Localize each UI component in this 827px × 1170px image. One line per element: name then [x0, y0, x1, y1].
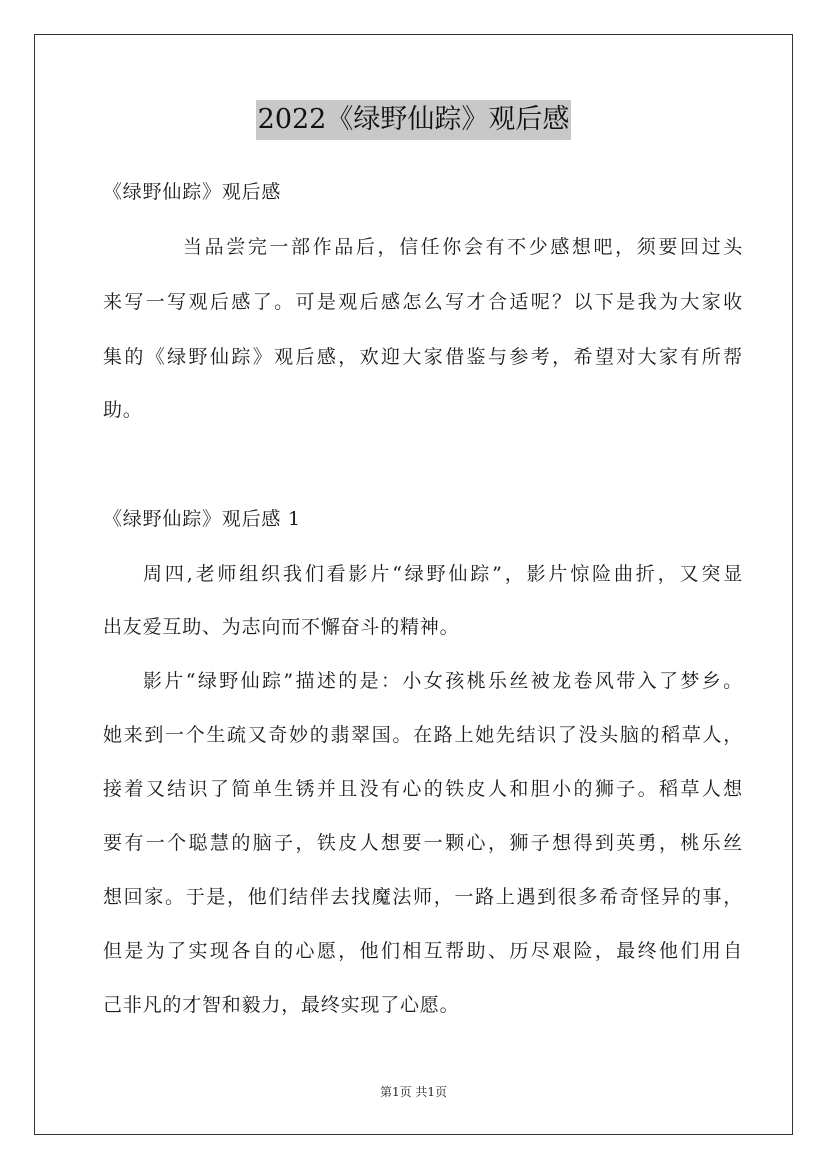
body-line[interactable]: 她来到一个生疏又奇妙的翡翠国。在路上她先结识了没头脑的稻草人， [103, 724, 743, 746]
intro-line[interactable]: 集的《绿野仙踪》观后感，欢迎大家借鉴与参考，希望对大家有所帮 [103, 346, 743, 368]
body-line[interactable]: 接着又结识了简单生锈并且没有心的铁皮人和胆小的狮子。稻草人想 [103, 778, 743, 800]
body-line[interactable]: 要有一个聪慧的脑子，铁皮人想要一颗心，狮子想得到英勇，桃乐丝 [103, 832, 743, 854]
intro-line[interactable]: 当品尝完一部作品后，信任你会有不少感想吧，须要回过头 [183, 236, 743, 258]
body-line[interactable]: 周四,老师组织我们看影片“绿野仙踪”，影片惊险曲折，又突显 [143, 563, 743, 585]
body-line[interactable]: 己非凡的才智和毅力，最终实现了心愿。 [103, 994, 460, 1016]
body-line[interactable]: 但是为了实现各自的心愿，他们相互帮助、历尽艰险，最终他们用自 [103, 940, 743, 962]
title-container [0, 100, 827, 140]
intro-line[interactable]: 来写一写观后感了。可是观后感怎么写才合适呢？以下是我为大家收 [103, 291, 743, 313]
intro-line[interactable]: 助。 [103, 399, 143, 421]
page-number: 第1页 共1页 [379, 1085, 448, 1099]
document-subtitle[interactable]: 《绿野仙踪》观后感 [103, 181, 282, 203]
section-heading[interactable]: 《绿野仙踪》观后感 1 [103, 508, 301, 530]
document-title[interactable]: 2022《绿野仙踪》观后感 [256, 100, 572, 140]
body-line[interactable]: 想回家。于是，他们结伴去找魔法师，一路上遇到很多希奇怪异的事， [103, 886, 743, 908]
body-line[interactable]: 出友爱互助、为志向而不懈奋斗的精神。 [103, 616, 460, 638]
body-line[interactable]: 影片“绿野仙踪”描述的是：小女孩桃乐丝被龙卷风带入了梦乡。 [143, 670, 743, 692]
